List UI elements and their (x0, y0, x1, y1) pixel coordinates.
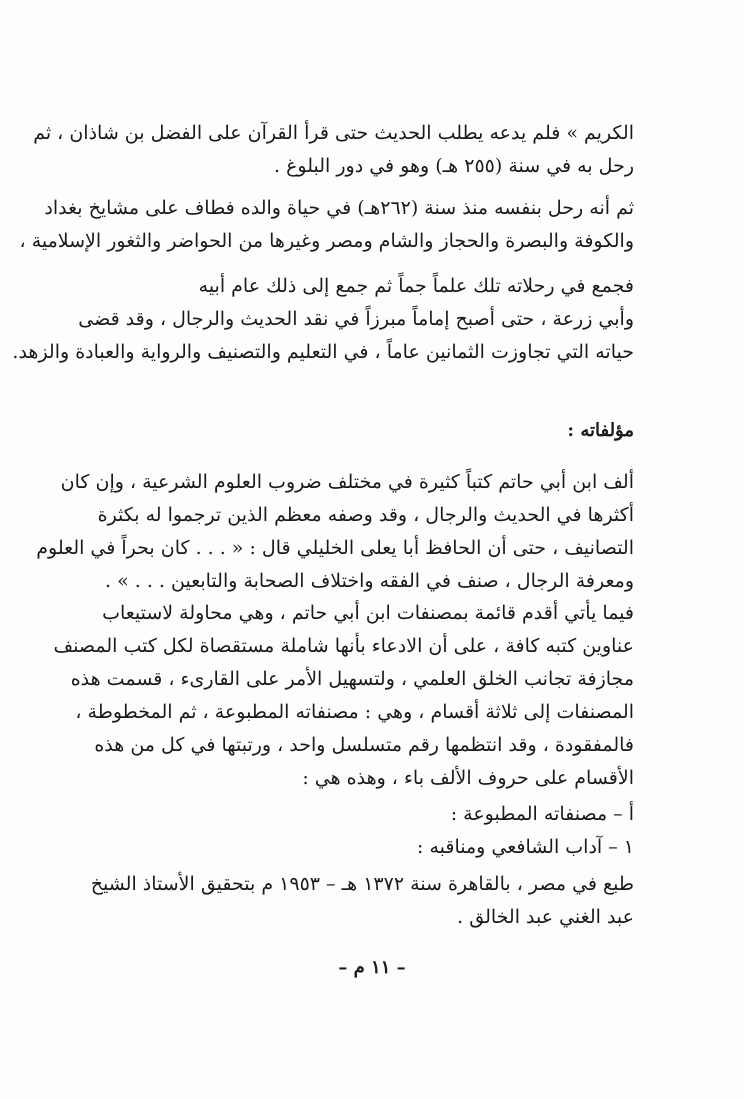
text-line: أكثرها في الحديث والرجال ، وقد وصفه معظم الذين ترجموا له بكثرة (97, 504, 634, 526)
text-line: التصانيف ، حتى أن الحافظ أبا يعلى الخليلي قال : « . . . كان بحراً في العلوم (36, 537, 634, 559)
item-title: ١ – آداب الشافعي ومناقبه : (417, 836, 634, 858)
item-body (90, 868, 634, 934)
paragraph-1 (33, 117, 634, 183)
page-folio: – ١١ م – (338, 957, 406, 978)
text-line: فجمع في رحلاته تلك علماً جماً ثم جمع إلى ذلك عام أبيه (198, 275, 634, 297)
item-title-block (105, 831, 634, 864)
text-line: المصنفات إلى ثلاثة أقسام ، وهي : مصنفاته المطبوعة ، ثم المخطوطة ، (75, 701, 634, 723)
text-line: فالمفقودة ، وقد انتظمها رقم متسلسل واحد ، ورتبتها في كل من هذه (94, 734, 634, 756)
paragraph-4 (36, 466, 634, 598)
text-line: حياته التي تجاوزت الثمانين عاماً ، في التعليم والتصنيف والرواية والعبادة والزهد. (12, 341, 634, 363)
text-line: فيما يأتي أقدم قائمة بمصنفات ابن أبي حاتم ، وهي محاولة لاستيعاب (102, 602, 634, 624)
text-line: الكريم » فلم يدعه يطلب الحديث حتى قرأ القرآن على الفضل بن شاذان ، ثم (33, 122, 634, 144)
text-line: طبع في مصر ، بالقاهرة سنة ١٣٧٢ هـ – ١٩٥٣ م بتحقيق الأستاذ الشيخ (90, 873, 634, 895)
text-line: ألف ابن أبي حاتم كتباً كثيرة في مختلف ضروب العلوم الشرعية ، وإن كان (60, 471, 634, 493)
text-line: رحل به في سنة (٢٥٥ هـ) وهو في دور البلوغ . (273, 155, 634, 177)
text-line: عبد الغني عبد الخالق . (457, 906, 634, 928)
text-line: عناوين كتبه كافة ، على أن الادعاء بأنها شاملة مستقصاة لكل كتب المصنف (53, 635, 634, 657)
paragraph-3 (12, 270, 634, 369)
paragraph-5 (53, 597, 634, 795)
subsection-heading: أ – مصنفاته المطبوعة : (450, 803, 634, 825)
text-line: ثم أنه رحل بنفسه منذ سنة (٢٦٢هـ) في حياة والده فطاف على مشايخ بغداد (44, 197, 634, 219)
text-line: ومعرفة الرجال ، صنف في الفقه واختلاف الصحابة والتابعين . . . » . (105, 570, 634, 592)
text-line: والكوفة والبصرة والحجاز والشام ومصر وغيرها من الحواضر والثغور الإسلامية ، (19, 230, 634, 252)
text-line: مجازفة تجانب الخلق العلمي ، ولتسهيل الأمر على القارىء ، قسمت هذه (70, 668, 634, 690)
section-heading: مؤلفاته : (567, 420, 634, 441)
text-line: الأقسام على حروف الألف باء ، وهذه هي : (302, 767, 634, 789)
text-line: وأبي زرعة ، حتى أصبح إماماً مبرزاً في نقد الحديث والرجال ، وقد قضى (78, 308, 634, 330)
paragraph-2 (19, 192, 634, 258)
subsection-heading-block (105, 798, 634, 831)
